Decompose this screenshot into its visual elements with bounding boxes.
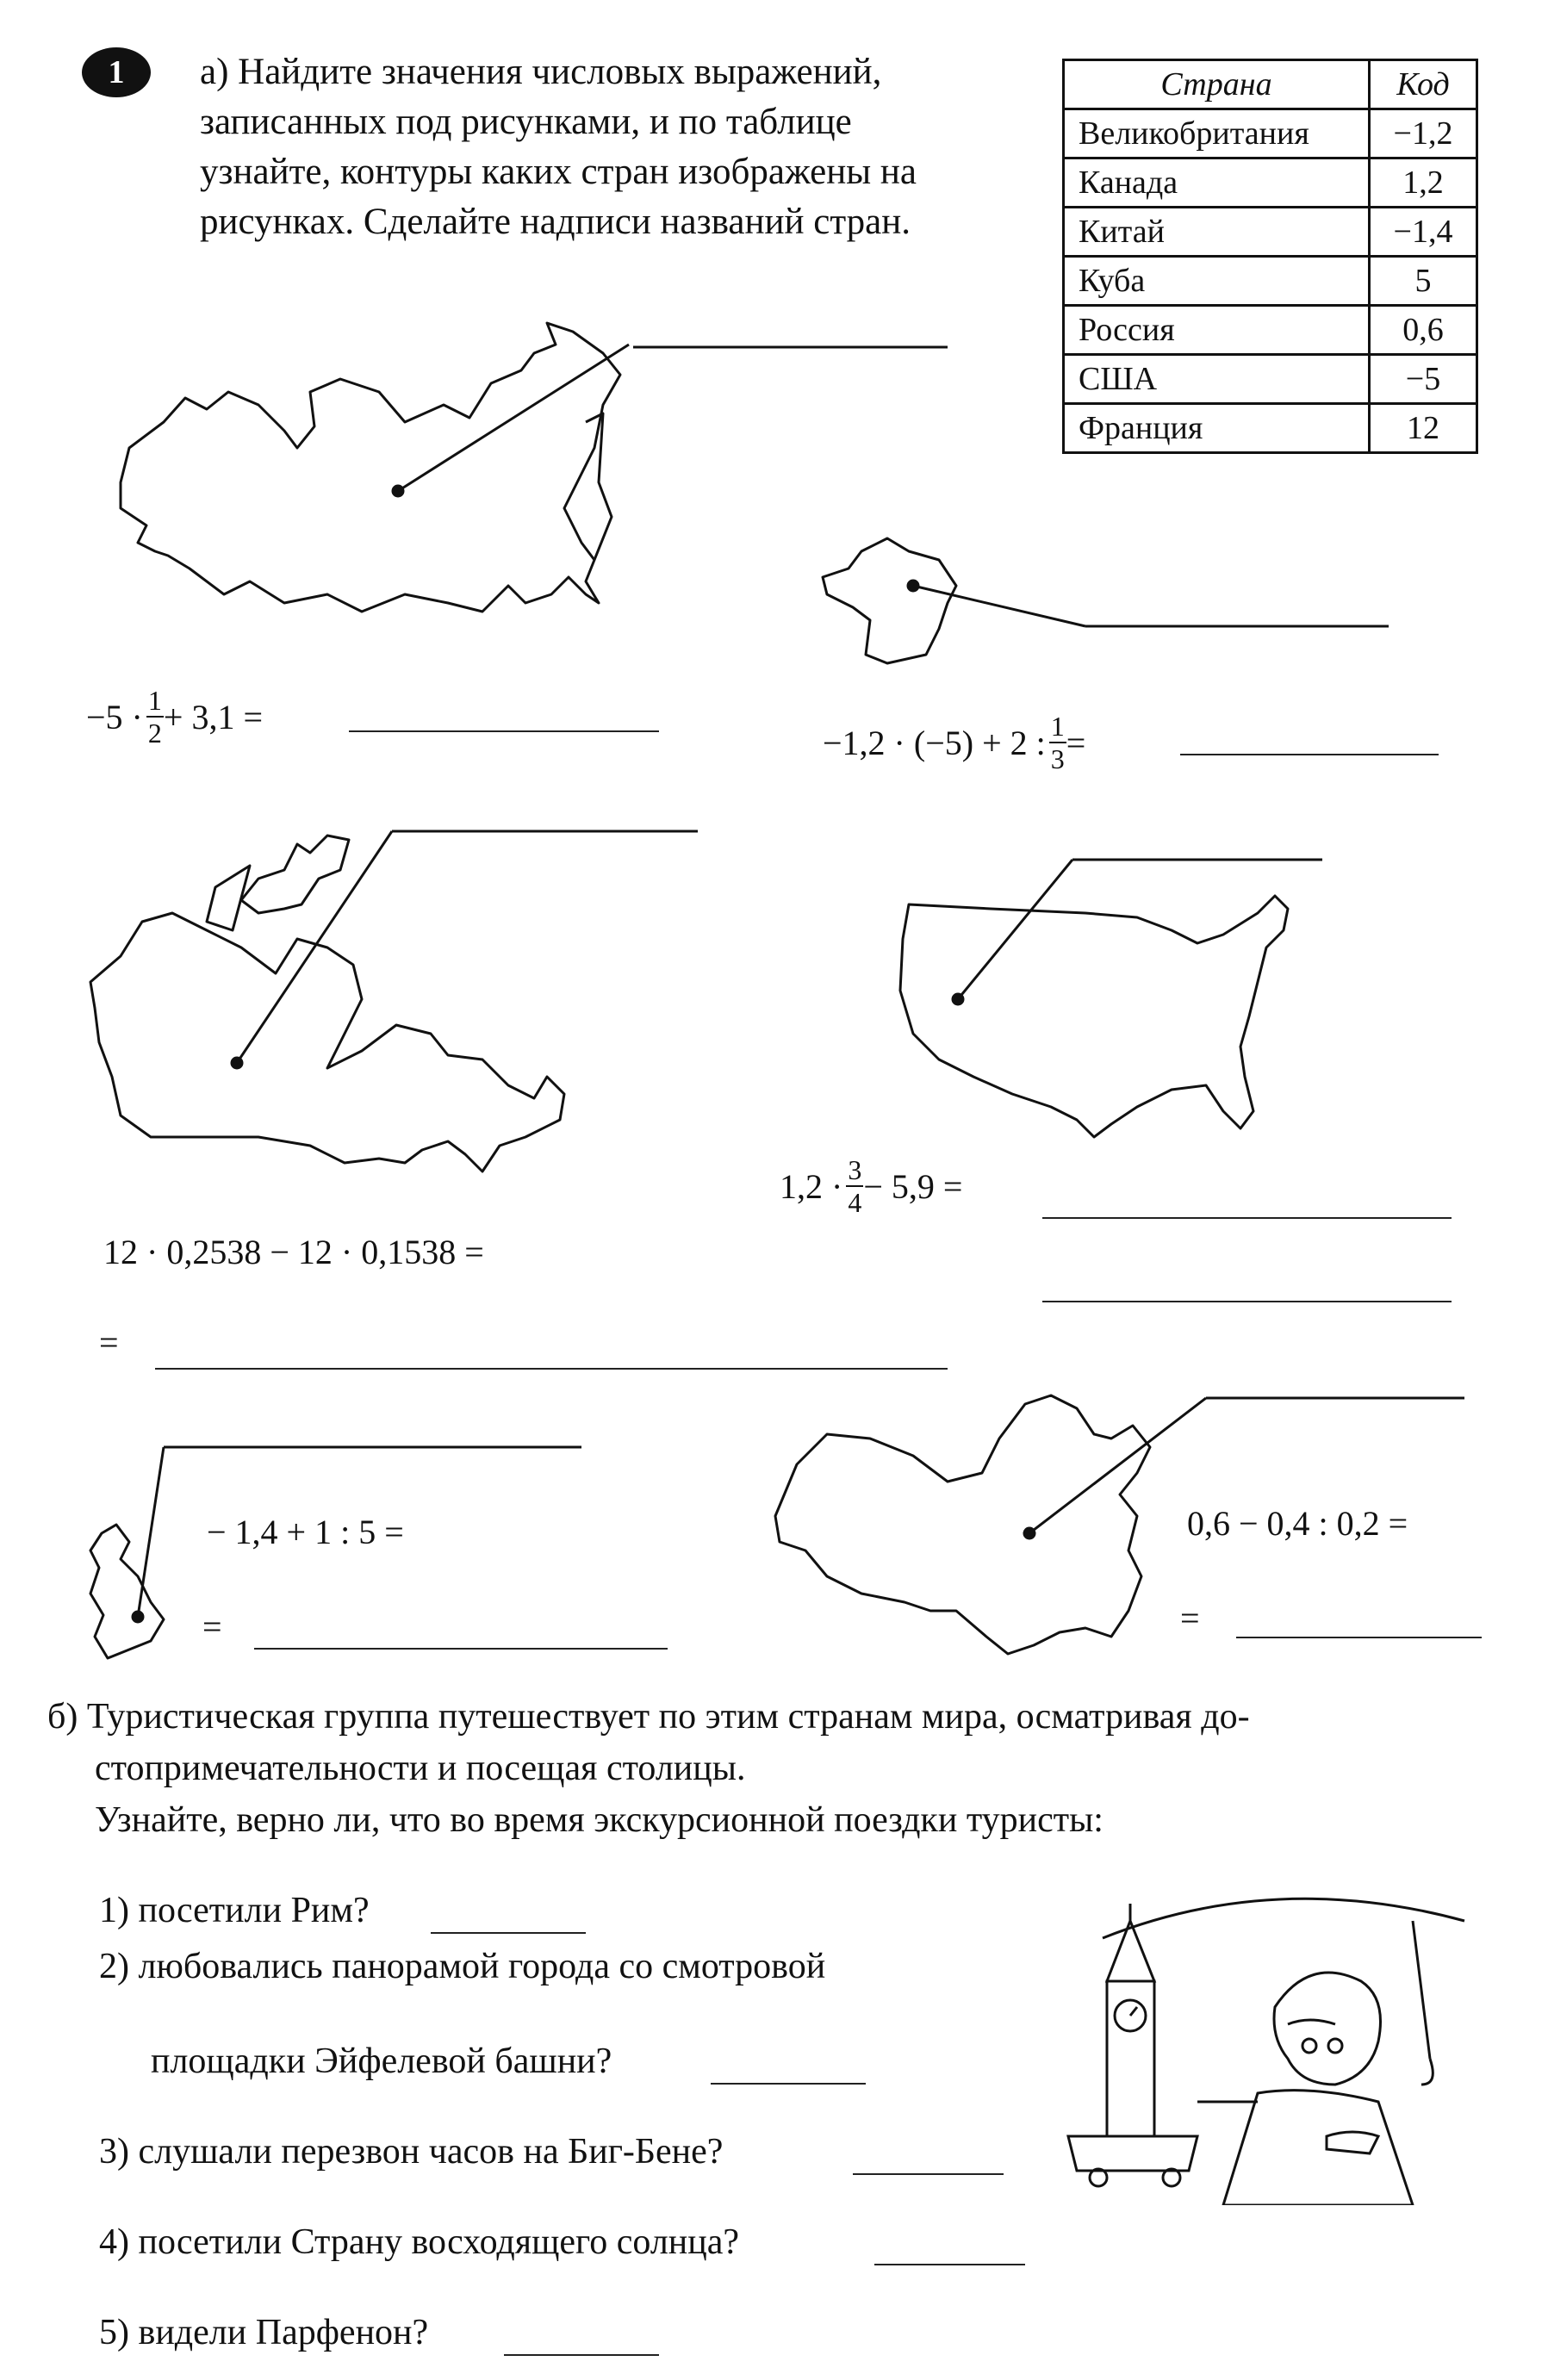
expr-prefix: 1,2 · <box>780 1166 843 1206</box>
country-cell: Куба <box>1064 257 1370 306</box>
fraction-denominator: 3 <box>1050 743 1065 774</box>
part-b-intro-line: стопримечательности и посещая столицы. <box>95 1749 746 1788</box>
expr-prefix: −5 · <box>86 697 143 736</box>
fraction-denominator: 4 <box>848 1187 862 1218</box>
france-outline <box>823 538 1389 663</box>
code-cell: 12 <box>1370 404 1477 453</box>
uk-expression-line2: = <box>202 1607 222 1646</box>
part-b-intro-line: Узнайте, верно ли, что во время экскурсионной поездки туристы: <box>95 1800 1103 1840</box>
uk-outline <box>90 1447 581 1658</box>
question-3-answer[interactable] <box>853 2173 1004 2175</box>
question-3: 3) слушали перезвон часов на Биг-Бене? <box>99 2132 724 2172</box>
code-cell: 5 <box>1370 257 1477 306</box>
question-1: 1) посетили Рим? <box>99 1891 370 1930</box>
question-1-answer[interactable] <box>431 1932 586 1934</box>
question-2: 2) любовались панорамой города со смотровой <box>99 1947 826 1986</box>
code-cell: −5 <box>1370 355 1477 404</box>
expr-suffix: − 5,9 = <box>863 1166 963 1206</box>
question-4: 4) посетили Страну восходящего солнца? <box>99 2222 740 2262</box>
code-cell: 1,2 <box>1370 158 1477 208</box>
question-5: 5) видели Парфенон? <box>99 2313 429 2352</box>
question-5-answer[interactable] <box>504 2354 659 2356</box>
france-expression <box>823 711 1085 774</box>
uk-answer-blank[interactable] <box>254 1648 668 1650</box>
header-code: Код <box>1370 60 1477 109</box>
instruction-line: узнайте, контуры каких стран изображены на <box>200 152 917 192</box>
question-2-cont: площадки Эйфелевой башни? <box>151 2041 612 2081</box>
canada-outline <box>90 831 698 1171</box>
fraction-numerator: 1 <box>1050 711 1065 742</box>
fraction <box>1049 711 1066 774</box>
question-4-answer[interactable] <box>874 2264 1025 2265</box>
fraction <box>146 685 164 749</box>
usa-answer-blank[interactable] <box>1042 1217 1452 1219</box>
instruction-line: а) Найдите значения числовых выражений, <box>200 52 882 92</box>
russia-expression <box>86 685 263 749</box>
code-cell: 0,6 <box>1370 306 1477 355</box>
tourist-big-ben-illustration <box>1051 1886 1499 2205</box>
fraction-numerator: 1 <box>147 685 162 716</box>
part-b-intro-line: б) Туристическая группа путешествует по этим странам мира, осматривая до- <box>47 1697 1250 1737</box>
country-cell: Франция <box>1064 404 1370 453</box>
fraction-numerator: 3 <box>848 1154 862 1185</box>
question-2-answer[interactable] <box>711 2083 866 2085</box>
code-cell: −1,2 <box>1370 109 1477 158</box>
instruction-line: рисунках. Сделайте надписи названий стран. <box>200 202 911 242</box>
country-cell: Великобритания <box>1064 109 1370 158</box>
code-cell: −1,4 <box>1370 208 1477 257</box>
russia-outline <box>121 323 948 612</box>
usa-answer-blank-2[interactable] <box>1042 1301 1452 1302</box>
country-cell: Россия <box>1064 306 1370 355</box>
country-cell: Канада <box>1064 158 1370 208</box>
task-number-badge: 1 <box>82 47 151 97</box>
instruction-line: записанных под рисунками, и по таблице <box>200 102 852 142</box>
china-answer-blank[interactable] <box>1236 1637 1482 1638</box>
expr-prefix: −1,2 · (−5) + 2 : <box>823 723 1046 762</box>
russia-answer-blank[interactable] <box>349 730 659 732</box>
fraction <box>846 1154 863 1218</box>
fraction-denominator: 2 <box>147 718 162 749</box>
france-answer-blank[interactable] <box>1180 754 1439 755</box>
expr-suffix: = <box>1066 723 1086 762</box>
header-country: Страна <box>1064 60 1370 109</box>
uk-expression-line1: − 1,4 + 1 : 5 = <box>207 1513 404 1551</box>
china-expression-line1: 0,6 − 0,4 : 0,2 = <box>1187 1504 1408 1543</box>
canada-expression-line1: 12 · 0,2538 − 12 · 0,1538 = <box>103 1233 484 1271</box>
china-expression-line2: = <box>1180 1599 1200 1637</box>
expr-suffix: + 3,1 = <box>163 697 264 736</box>
canada-expression-line2: = <box>99 1323 119 1362</box>
usa-outline <box>900 860 1322 1137</box>
canada-answer-blank[interactable] <box>155 1368 948 1370</box>
usa-expression <box>780 1154 962 1218</box>
country-cell: США <box>1064 355 1370 404</box>
country-cell: Китай <box>1064 208 1370 257</box>
